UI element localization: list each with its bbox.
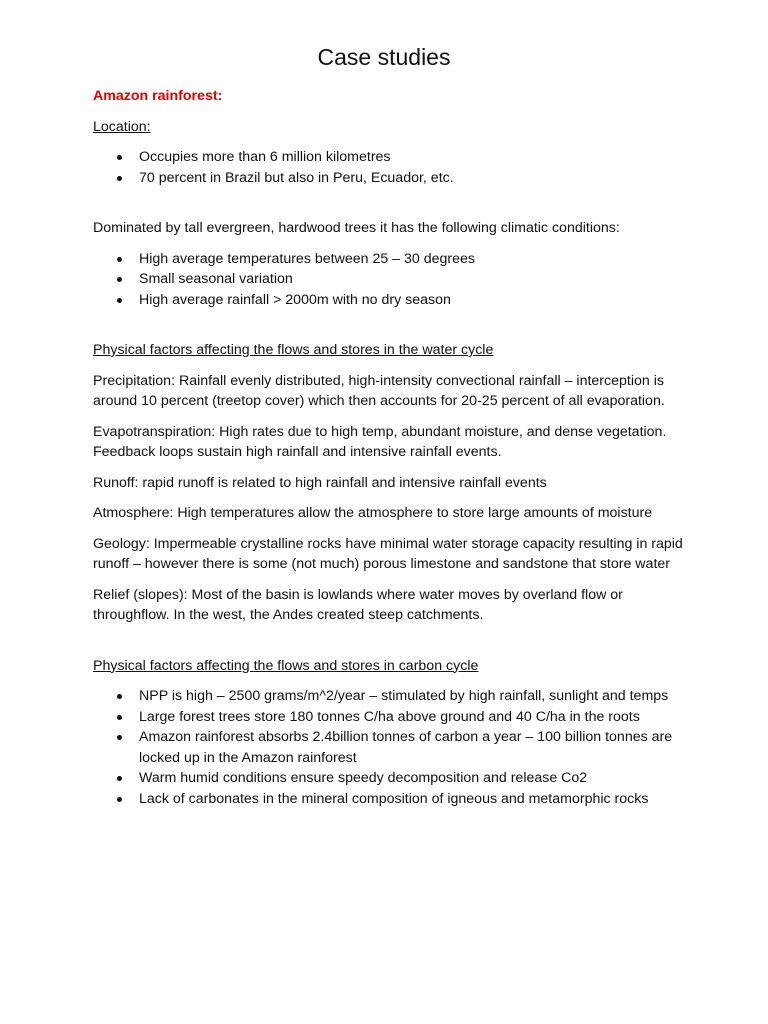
list-item: NPP is high – 2500 grams/m^2/year – stimulated by high rainfall, sunlight and temps bbox=[93, 686, 683, 707]
list-item: Occupies more than 6 million kilometres bbox=[93, 147, 683, 168]
list-item: 70 percent in Brazil but also in Peru, Ecuador, etc. bbox=[93, 168, 683, 189]
water-cycle-heading: Physical factors affecting the flows and stores in the water cycle bbox=[93, 342, 494, 358]
climate-intro: Dominated by tall evergreen, hardwood trees it has the following climatic conditions: bbox=[93, 220, 620, 236]
list-item: High average temperatures between 25 – 30 degrees bbox=[93, 249, 683, 270]
carbon-list bbox=[93, 686, 683, 809]
water-paragraph-evapotranspiration: Evapotranspiration: High rates due to high temp, abundant moisture, and dense vegetation. Feedback loops sustain high rainfall and intensive rainfall events. bbox=[93, 423, 667, 460]
page-title: Case studies bbox=[317, 44, 451, 70]
list-item: Warm humid conditions ensure speedy decomposition and release Co2 bbox=[93, 768, 683, 789]
water-paragraph-runoff: Runoff: rapid runoff is related to high rainfall and intensive rainfall events bbox=[93, 474, 547, 491]
section-heading: Amazon rainforest: bbox=[93, 88, 223, 104]
list-item: Amazon rainforest absorbs 2.4billion tonnes of carbon a year – 100 billion tonnes are locked up in the Amazon rainforest bbox=[93, 727, 683, 768]
list-item: Lack of carbonates in the mineral composition of igneous and metamorphic rocks bbox=[93, 789, 683, 810]
water-paragraph-precipitation: Precipitation: Rainfall evenly distributed, high-intensity convectional rainfall – interception is around 10 percent (treetop cover) which then accounts for 20-25 percent of all evaporation. bbox=[93, 372, 665, 409]
location-list bbox=[93, 147, 683, 188]
list-item: High average rainfall > 2000m with no dry season bbox=[93, 290, 683, 311]
document-body bbox=[93, 86, 683, 809]
list-item: Small seasonal variation bbox=[93, 269, 683, 290]
location-label: Location: bbox=[93, 118, 151, 135]
climate-list bbox=[93, 249, 683, 311]
water-paragraph-atmosphere: Atmosphere: High temperatures allow the atmosphere to store large amounts of moisture bbox=[93, 505, 653, 521]
water-paragraph-relief: Relief (slopes): Most of the basin is lowlands where water moves by overland flow or throughflow. In the west, the Andes created steep catchments. bbox=[93, 586, 623, 623]
list-item: Large forest trees store 180 tonnes C/ha above ground and 40 C/ha in the roots bbox=[93, 707, 683, 728]
carbon-cycle-heading: Physical factors affecting the flows and stores in carbon cycle bbox=[93, 657, 479, 674]
water-paragraph-geology: Geology: Impermeable crystalline rocks have minimal water storage capacity resulting in rapid runoff – however there is some (not much) porous limestone and sandstone that store water bbox=[93, 535, 683, 572]
